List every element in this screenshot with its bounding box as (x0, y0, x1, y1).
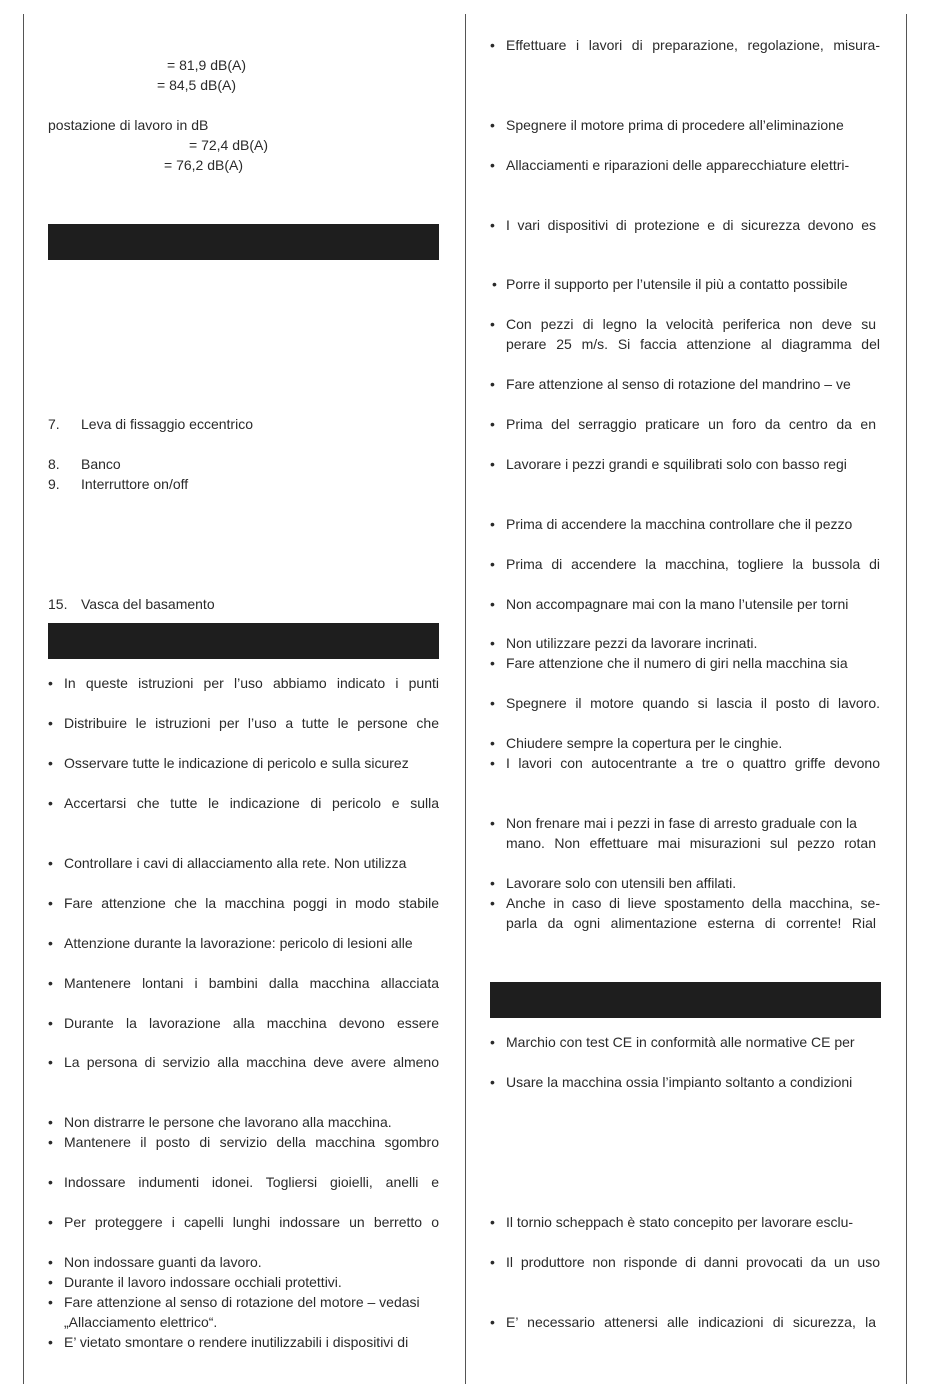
bullet-text: Il tornio scheppach è stato concepito per lavorare esclu- (506, 1214, 854, 1230)
bullet-icon: • (490, 376, 495, 392)
noise-value: = 72,4 dB(A) (189, 137, 268, 153)
bullet-text: Anche in caso di lieve spostamento della macchina, se- (506, 895, 880, 911)
bullet-icon: • (48, 1054, 53, 1070)
bullet-icon: • (490, 1314, 495, 1330)
right-margin-line (906, 14, 907, 1384)
bullet-icon: • (48, 675, 53, 691)
left-margin-line (23, 14, 24, 1384)
bullet-text: E’ vietato smontare o rendere inutilizzabili i dispositivi di (64, 1334, 409, 1350)
bullet-icon: • (48, 1214, 53, 1230)
bullet-icon: • (48, 755, 53, 771)
bullet-text: Chiudere sempre la copertura per le cinghie. (506, 735, 783, 751)
bullet-icon: • (48, 1134, 53, 1150)
noise-value: = 81,9 dB(A) (167, 57, 246, 73)
bullet-text: Fare attenzione al senso di rotazione del motore – vedasi (64, 1294, 420, 1310)
bullet-icon: • (490, 416, 495, 432)
section-header-bar (490, 982, 881, 1018)
bullet-icon: • (492, 276, 497, 292)
bullet-icon: • (48, 1274, 53, 1290)
bullet-icon: • (490, 875, 495, 891)
bullet-text: Il produttore non risponde di danni provocati da un uso (506, 1254, 880, 1270)
bullet-text: Per proteggere i capelli lunghi indossare un berretto o (64, 1214, 439, 1230)
item-label: Leva di fissaggio eccentrico (81, 416, 253, 432)
bullet-text: Non accompagnare mai con la mano l’utensile per torni (506, 596, 849, 612)
bullet-text: Mantenere lontani i bambini dalla macchina allacciata (64, 975, 439, 991)
bullet-icon: • (490, 1034, 495, 1050)
bullet-icon: • (490, 895, 495, 911)
bullet-text: Fare attenzione che il numero di giri nella macchina sia (506, 655, 848, 671)
list-item-continuation (64, 1312, 217, 1332)
bullet-icon: • (490, 635, 495, 651)
item-label: Banco (81, 456, 121, 472)
bullet-icon: • (490, 695, 495, 711)
bullet-icon: • (48, 1294, 53, 1310)
bullet-text: Con pezzi di legno la velocità periferica non deve su (506, 316, 876, 332)
column-divider-line (465, 14, 466, 1384)
noise-label: postazione di lavoro in dB (48, 117, 209, 133)
bullet-text: Prima del serraggio praticare un foro da centro da en (506, 416, 876, 432)
bullet-text: Osservare tutte le indicazione di pericolo e sulla sicurez (64, 755, 409, 771)
bullet-icon: • (490, 655, 495, 671)
bullet-text: Non indossare guanti da lavoro. (64, 1254, 262, 1270)
bullet-text: perare 25 m/s. Si faccia attenzione al diagramma del (506, 336, 880, 352)
bullet-icon: • (490, 1074, 495, 1090)
bullet-icon: • (490, 755, 495, 771)
bullet-text: Spegnere il motore quando si lascia il posto di lavoro. (506, 695, 880, 711)
bullet-text: Durante la lavorazione alla macchina devono essere (64, 1015, 439, 1031)
bullet-text: I lavori con autocentrante a tre o quattro griffe devono (506, 755, 880, 771)
bullet-icon: • (490, 37, 495, 53)
bullet-icon: • (48, 1114, 53, 1130)
bullet-text: Fare attenzione che la macchina poggi in modo stabile (64, 895, 439, 911)
bullet-text: Fare attenzione al senso di rotazione del mandrino – ve (506, 376, 851, 392)
noise-value: = 84,5 dB(A) (157, 77, 236, 93)
bullet-text: Lavorare solo con utensili ben affilati. (506, 875, 737, 891)
bullet-icon: • (48, 1174, 53, 1190)
item-label: Vasca del basamento (81, 596, 215, 612)
bullet-text: I vari dispositivi di protezione e di sicurezza devono es (506, 217, 876, 233)
bullet-icon: • (490, 735, 495, 751)
item-number: 15. (48, 596, 68, 612)
bullet-icon: • (490, 516, 495, 532)
bullet-text: Controllare i cavi di allacciamento alla rete. Non utilizza (64, 855, 407, 871)
bullet-icon: • (48, 1254, 53, 1270)
bullet-text: La persona di servizio alla macchina deve avere almeno (64, 1054, 439, 1070)
bullet-icon: • (490, 815, 495, 831)
bullet-icon: • (490, 316, 495, 332)
bullet-icon: • (48, 895, 53, 911)
bullet-text: Lavorare i pezzi grandi e squilibrati solo con basso regi (506, 456, 847, 472)
bullet-text: Usare la macchina ossia l’impianto soltanto a condizioni (506, 1074, 853, 1090)
bullet-icon: • (490, 1214, 495, 1230)
bullet-icon: • (48, 715, 53, 731)
bullet-text: Spegnere il motore prima di procedere all’eliminazione (506, 117, 844, 133)
section-header-bar (48, 224, 439, 260)
bullet-text: Effettuare i lavori di preparazione, regolazione, misura- (506, 37, 880, 53)
bullet-icon: • (490, 217, 495, 233)
bullet-icon: • (48, 975, 53, 991)
bullet-text: Mantenere il posto di servizio della macchina sgombro (64, 1134, 439, 1150)
bullet-icon: • (490, 1254, 495, 1270)
bullet-icon: • (490, 596, 495, 612)
bullet-icon: • (48, 1334, 53, 1350)
bullet-text: Non frenare mai i pezzi in fase di arresto graduale con la (506, 815, 857, 831)
bullet-text: Non utilizzare pezzi da lavorare incrinati. (506, 635, 758, 651)
bullet-text: Allacciamenti e riparazioni delle apparecchiature elettri- (506, 157, 850, 173)
bullet-text: Accertarsi che tutte le indicazione di pericolo e sulla (64, 795, 439, 811)
bullet-text: Durante il lavoro indossare occhiali protettivi. (64, 1274, 342, 1290)
bullet-text: Attenzione durante la lavorazione: pericolo di lesioni alle (64, 935, 413, 951)
section-header-bar (48, 623, 439, 659)
bullet-text: In queste istruzioni per l’uso abbiamo indicato i punti (64, 675, 439, 691)
noise-value: = 76,2 dB(A) (164, 157, 243, 173)
bullet-text: Prima di accendere la macchina controllare che il pezzo (506, 516, 853, 532)
bullet-text: E’ necessario attenersi alle indicazioni di sicurezza, la (506, 1314, 876, 1330)
bullet-icon: • (48, 855, 53, 871)
item-number: 8. (48, 456, 60, 472)
bullet-icon: • (490, 456, 495, 472)
item-label: Interruttore on/off (81, 476, 189, 492)
bullet-text: Prima di accendere la macchina, togliere la bussola di (506, 556, 880, 572)
bullet-icon: • (48, 1015, 53, 1031)
bullet-text: Marchio con test CE in conformità alle normative CE per (506, 1034, 855, 1050)
bullet-icon: • (490, 157, 495, 173)
bullet-icon: • (48, 795, 53, 811)
bullet-icon: • (490, 556, 495, 572)
item-number: 7. (48, 416, 60, 432)
bullet-text: mano. Non effettuare mai misurazioni sul pezzo rotan (506, 835, 876, 851)
bullet-text: parla da ogni alimentazione esterna di corrente! Rial (506, 915, 876, 931)
bullet-icon: • (490, 117, 495, 133)
bullet-icon: • (48, 935, 53, 951)
bullet-text: Distribuire le istruzioni per l’uso a tutte le persone che (64, 715, 439, 731)
bullet-text: Porre il supporto per l’utensile il più a contatto possibile (506, 276, 848, 292)
bullet-text: „Allacciamento elettrico“. (64, 1314, 218, 1330)
bullet-text: Indossare indumenti idonei. Togliersi gioielli, anelli e (64, 1174, 439, 1190)
item-number: 9. (48, 476, 60, 492)
bullet-text: Non distrarre le persone che lavorano alla macchina. (64, 1114, 392, 1130)
